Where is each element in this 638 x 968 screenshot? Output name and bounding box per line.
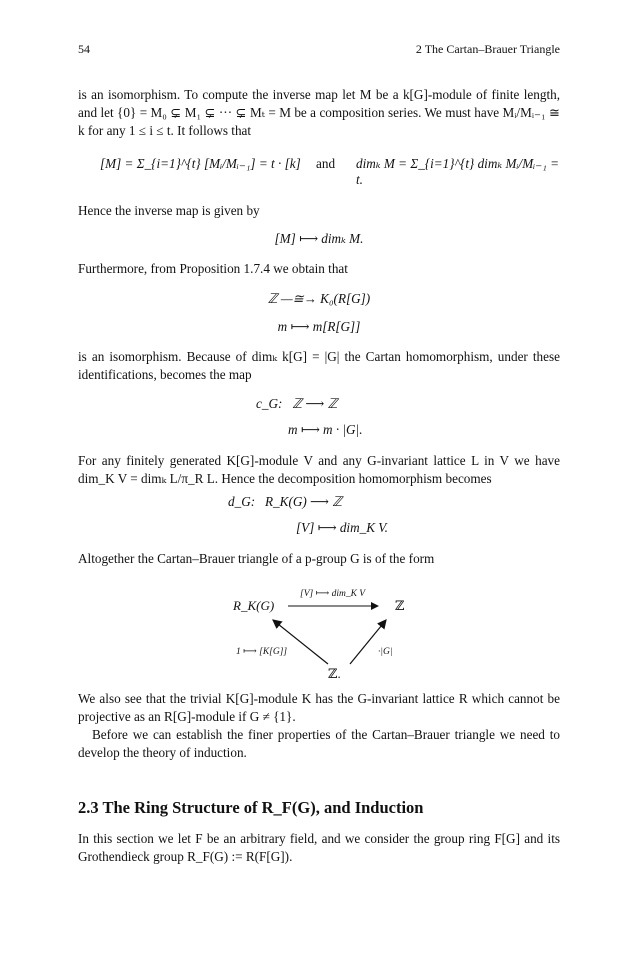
node-rk-g: R_K(G) [233, 598, 275, 613]
equation-cartan-map [78, 396, 560, 446]
label-top-arrow: [V] ⟼ dim_K V [300, 589, 366, 599]
label-right-arrow: ·|G| [378, 647, 393, 657]
paragraph-triangle-form: Altogether the Cartan–Brauer triangle of a p-group G is of the form [78, 551, 435, 566]
paragraph-cartan-homomorphism: is an isomorphism. Because of dimₖ k[G] = |G| the Cartan homomorphism, under these identifications, becomes the map [78, 349, 560, 382]
equation-inverse-map: [M] ⟼ dimₖ M. [274, 231, 364, 246]
equation-right: dimₖ M = Σ_{i=1}^{t} dimₖ Mᵢ/Mᵢ₋₁ = t. [356, 156, 560, 187]
paragraph-inverse-map: Hence the inverse map is given by [78, 203, 260, 218]
paragraph-decomposition: For any finitely generated K[G]-module V and any G-invariant lattice L in V we have dim_K V = dimₖ L/π_R L. Hence the decomposition homomorphism becomes [78, 453, 560, 486]
paragraph-isomorphism-inverse: is an isomorphism. To compute the inverse map let M be a k[G]-module of finite length, and let {0} = M₀ ⊊ M₁ ⊊ ··· ⊊ Mₜ = M be a composition series. We must have Mᵢ/Mᵢ₋₁ ≅ k for any 1 ≤ i ≤ t. It follows that [78, 87, 560, 138]
label-left-arrow: 1 ⟼ [K[G]] [236, 647, 288, 657]
paragraph-group-ring: In this section we let F be an arbitrary field, and we consider the group ring F[G] and its Grothendieck group R_F(G) := R(F[G]). [78, 831, 560, 864]
book-page [78, 0, 560, 968]
node-z-right: ℤ [395, 598, 405, 613]
equation-k0-line2: m ⟼ m[R[G]] [277, 319, 361, 334]
equation-k0-line1: ℤ —≅→ K₀(R[G]) [267, 291, 371, 306]
equation-decomposition-line1: d_G: R_K(G) ⟶ ℤ [228, 494, 343, 509]
equation-cartan-line1: c_G: ℤ ⟶ ℤ [256, 396, 338, 411]
arrow-right [350, 620, 386, 664]
paragraph-induction-intro: Before we can establish the finer properties of the Cartan–Brauer triangle we need to develop the theory of induction. [78, 727, 560, 760]
equation-composition-series [78, 146, 560, 196]
page-number: 54 [78, 42, 90, 56]
equation-cartan-line2: m ⟼ m · |G|. [288, 422, 363, 437]
running-title: 2 The Cartan–Brauer Triangle [415, 42, 560, 56]
cartan-brauer-triangle-diagram [78, 578, 560, 688]
equation-and: and [316, 156, 336, 171]
paragraph-trivial-module: We also see that the trivial K[G]-module K has the G-invariant lattice R which cannot be projective as an R[G]-module if G ≠ {1}. [78, 691, 560, 724]
equation-left: [M] = Σ_{i=1}^{t} [Mᵢ/Mᵢ₋₁] = t · [k] [100, 156, 301, 171]
node-z-bottom: ℤ. [328, 666, 341, 681]
equation-decomposition-line2: [V] ⟼ dim_K V. [296, 520, 388, 535]
equation-decomposition-map [78, 494, 560, 544]
paragraph-proposition: Furthermore, from Proposition 1.7.4 we obtain that [78, 261, 348, 276]
arrow-left [273, 620, 328, 664]
section-heading: 2.3 The Ring Structure of R_F(G), and Induction [78, 798, 424, 817]
